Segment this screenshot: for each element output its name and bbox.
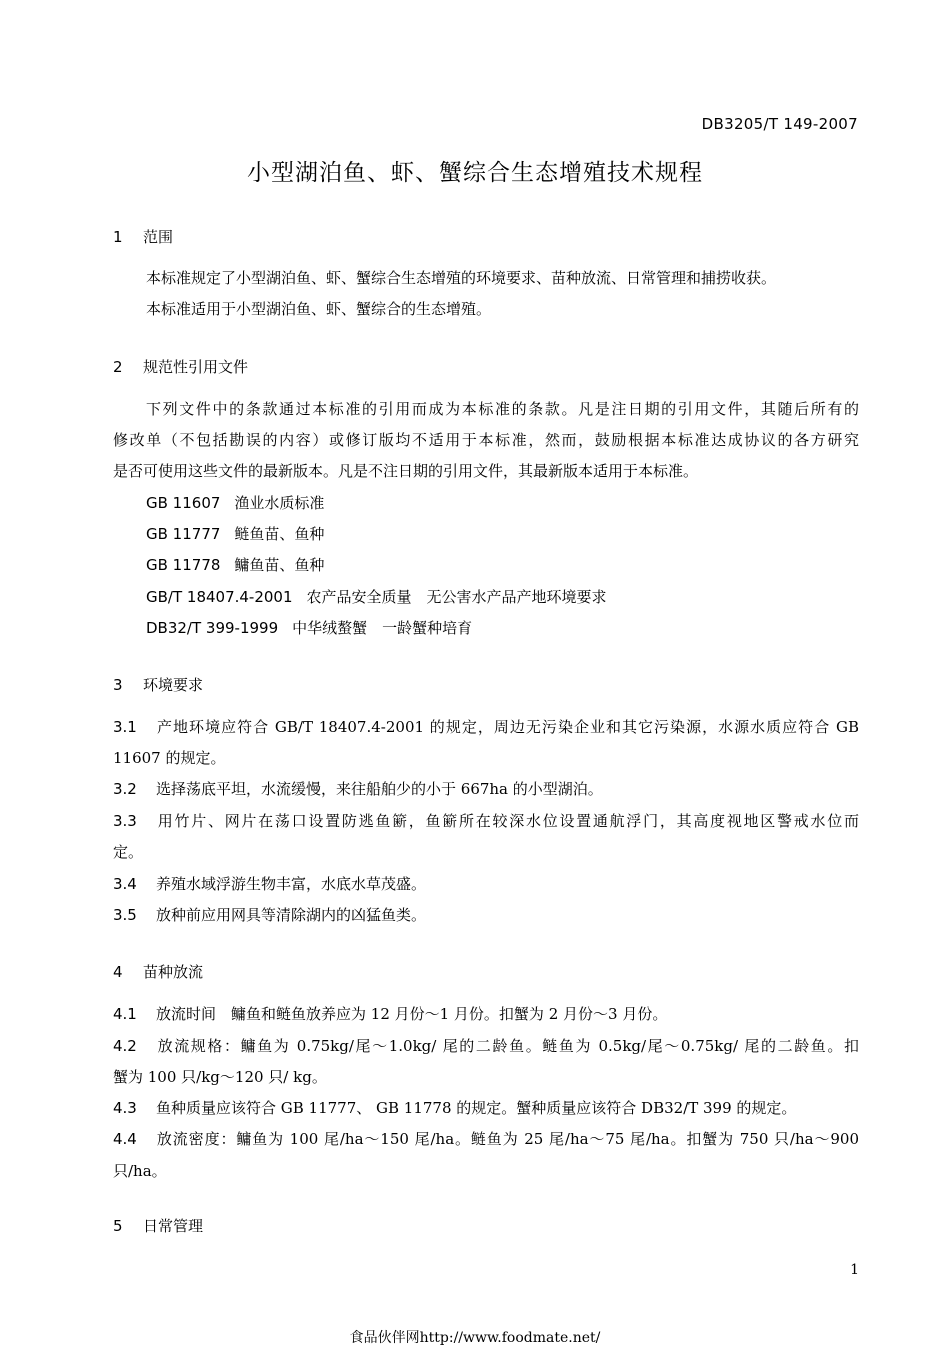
clause-number: 4.2 bbox=[113, 1037, 137, 1055]
reference-item bbox=[146, 617, 472, 638]
clause-continuation: 蟹为 100 只/kg～120 只/ kg。 bbox=[113, 1068, 327, 1086]
reference-code: GB/T 18407.4-2001 bbox=[146, 588, 293, 606]
clause-3-4 bbox=[113, 873, 426, 894]
section-5-heading bbox=[113, 1215, 203, 1236]
clause-number: 3.4 bbox=[113, 875, 137, 893]
reference-item bbox=[146, 492, 324, 513]
section-1-heading bbox=[113, 226, 173, 247]
reference-name: 农产品安全质量 无公害水产品产地环境要求 bbox=[306, 588, 607, 606]
clause-number: 3.5 bbox=[113, 906, 137, 924]
clause-text: 用竹片、网片在荡口设置防逃鱼簖，鱼簖所在较深水位设置通航浮门，其高度视地区警戒水位而 bbox=[156, 812, 859, 830]
section-2-heading bbox=[113, 356, 248, 377]
clause-text: 鱼种质量应该符合 GB 11777、 GB 11778 的规定。蟹种质量应该符合 DB32/T 399 的规定。 bbox=[156, 1099, 797, 1117]
section-3-heading bbox=[113, 674, 203, 695]
paragraph-line: 是否可使用这些文件的最新版本。凡是不注日期的引用文件，其最新版本适用于本标准。 bbox=[113, 462, 699, 480]
clause-text: 产地环境应符合 GB/T 18407.4-2001 的规定，周边无污染企业和其它污染源，水源水质应符合 GB bbox=[156, 718, 859, 736]
section-title: 日常管理 bbox=[143, 1217, 204, 1235]
clause-text: 放流密度：鳙鱼为 100 尾/ha～150 尾/ha。鲢鱼为 25 尾/ha～75 尾/ha。扣蟹为 750 只/ha～900 bbox=[156, 1130, 859, 1148]
section-title: 环境要求 bbox=[143, 676, 204, 694]
clause-text: 放流时间 鳙鱼和鲢鱼放养应为 12 月份～1 月份。扣蟹为 2 月份～3 月份。 bbox=[156, 1005, 668, 1023]
document-code: DB3205/T 149-2007 bbox=[701, 115, 858, 133]
clause-3-3 bbox=[113, 810, 859, 831]
paragraph-line: 修改单（不包括勘误的内容）或修订版均不适用于本标准，然而，鼓励根据本标准达成协议的各方研究 bbox=[113, 431, 859, 449]
clause-4-1 bbox=[113, 1003, 667, 1024]
section-number: 3 bbox=[113, 676, 123, 694]
clause-4-2 bbox=[113, 1035, 859, 1056]
document-title: 小型湖泊鱼、虾、蟹综合生态增殖技术规程 bbox=[247, 160, 703, 186]
paragraph: 本标准规定了小型湖泊鱼、虾、蟹综合生态增殖的环境要求、苗种放流、日常管理和捕捞收获。 bbox=[146, 269, 777, 287]
page-number: 1 bbox=[850, 1262, 859, 1278]
clause-3-1 bbox=[113, 716, 859, 737]
clause-number: 3.3 bbox=[113, 812, 137, 830]
clause-number: 4.3 bbox=[113, 1099, 137, 1117]
paragraph-line: 下列文件中的条款通过本标准的引用而成为本标准的条款。凡是注日期的引用文件，其随后所有的 bbox=[146, 400, 859, 418]
clause-text: 放种前应用网具等清除湖内的凶猛鱼类。 bbox=[156, 906, 427, 924]
paragraph: 本标准适用于小型湖泊鱼、虾、蟹综合的生态增殖。 bbox=[146, 300, 492, 318]
clause-continuation: 11607 的规定。 bbox=[113, 749, 226, 767]
reference-code: DB32/T 399-1999 bbox=[146, 619, 279, 637]
clause-number: 3.1 bbox=[113, 718, 137, 736]
reference-name: 鲢鱼苗、鱼种 bbox=[234, 525, 325, 543]
reference-name: 渔业水质标准 bbox=[234, 494, 325, 512]
clause-text: 选择荡底平坦，水流缓慢，来往船舶少的小于 667ha 的小型湖泊。 bbox=[156, 780, 603, 798]
reference-code: GB 11777 bbox=[146, 525, 221, 543]
clause-continuation: 只/ha。 bbox=[113, 1162, 167, 1180]
clause-3-2 bbox=[113, 778, 603, 799]
clause-number: 4.4 bbox=[113, 1130, 137, 1148]
clause-3-5 bbox=[113, 904, 426, 925]
reference-code: GB 11607 bbox=[146, 494, 221, 512]
clause-4-4 bbox=[113, 1128, 859, 1149]
reference-name: 中华绒螯蟹 一龄蟹种培育 bbox=[292, 619, 473, 637]
section-title: 规范性引用文件 bbox=[143, 358, 249, 376]
section-number: 5 bbox=[113, 1217, 123, 1235]
section-title: 苗种放流 bbox=[143, 963, 204, 981]
section-number: 4 bbox=[113, 963, 123, 981]
footer-source-link[interactable]: 食品伙伴网http://www.foodmate.net/ bbox=[349, 1330, 601, 1346]
section-number: 2 bbox=[113, 358, 123, 376]
section-number: 1 bbox=[113, 228, 123, 246]
clause-4-3 bbox=[113, 1097, 796, 1118]
clause-number: 4.1 bbox=[113, 1005, 137, 1023]
section-4-heading bbox=[113, 961, 203, 982]
clause-text: 养殖水域浮游生物丰富，水底水草茂盛。 bbox=[156, 875, 427, 893]
reference-item bbox=[146, 554, 324, 575]
reference-code: GB 11778 bbox=[146, 556, 221, 574]
reference-name: 鳙鱼苗、鱼种 bbox=[234, 556, 325, 574]
clause-number: 3.2 bbox=[113, 780, 137, 798]
reference-item bbox=[146, 586, 607, 607]
clause-text: 放流规格：鳙鱼为 0.75kg/尾～1.0kg/ 尾的二龄鱼。鲢鱼为 0.5kg/尾～0.75kg/ 尾的二龄鱼。扣 bbox=[156, 1037, 859, 1055]
section-title: 范围 bbox=[143, 228, 174, 246]
reference-item bbox=[146, 523, 324, 544]
clause-continuation: 定。 bbox=[113, 843, 144, 861]
